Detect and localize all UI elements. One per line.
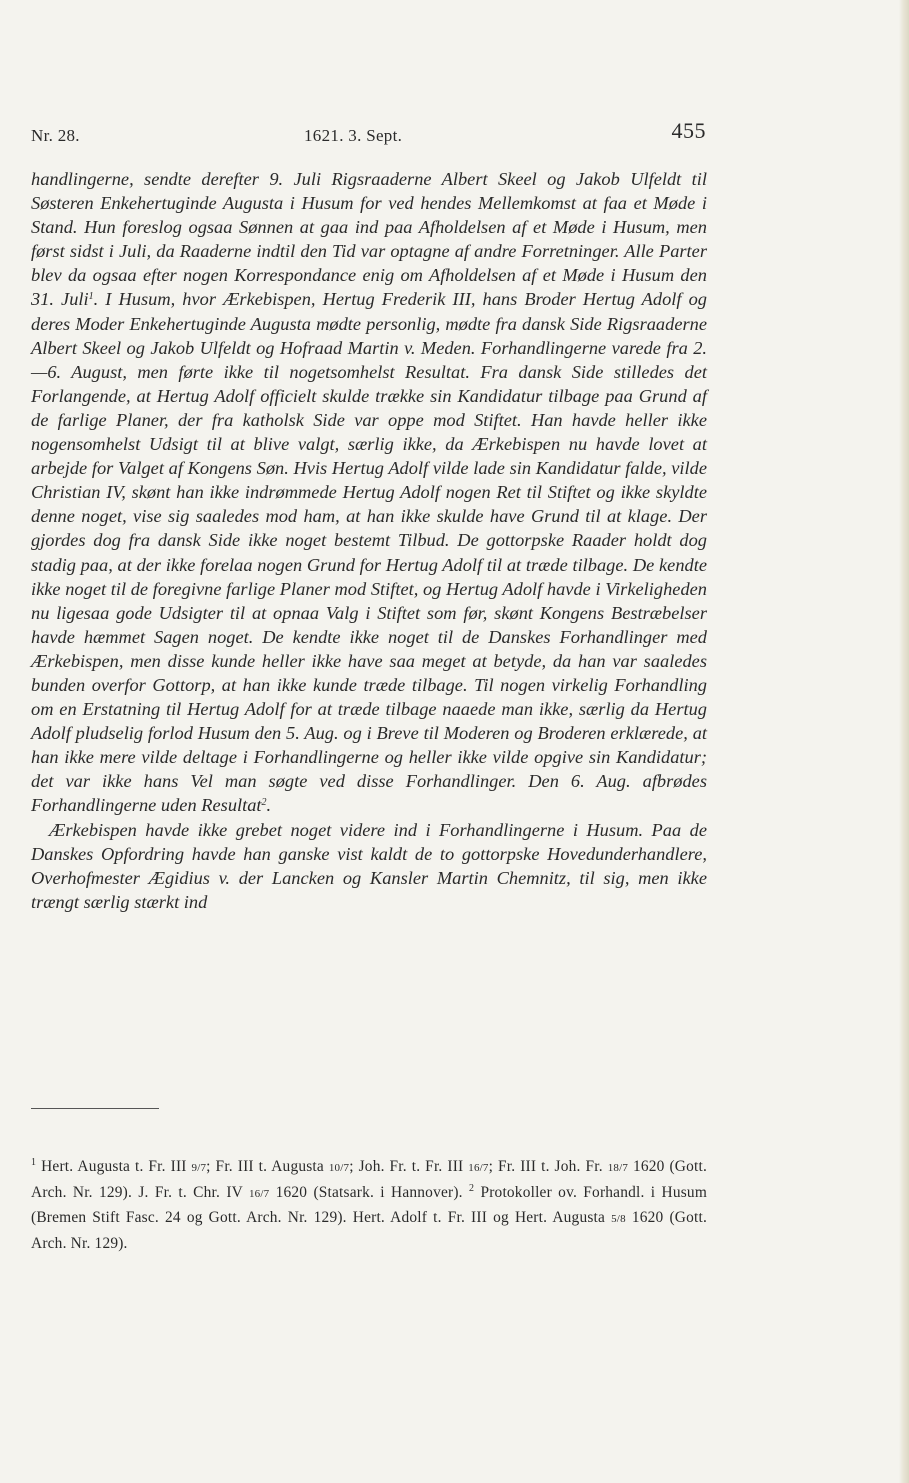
footnote-text: 1620 (Statsark. i Hannover). — [269, 1183, 469, 1201]
footnote-ref-2: 2 — [261, 797, 267, 809]
footnote-text: 1620 (Gott. Arch. Nr. 129). — [31, 1209, 707, 1252]
footnote-marker-1: 1 — [31, 1157, 37, 1168]
footnote-text: Protokoller ov. Forhandl. i Husum (Bremen Stift Fasc. 24 og Gott. Arch. Nr. 129). Hert. Adolf t. Fr. III og Hert. Augusta — [31, 1183, 707, 1227]
footnote-divider — [31, 1108, 159, 1109]
footnote-date: 18/7 — [607, 1162, 629, 1174]
footnote-date: 5/8 — [611, 1213, 626, 1226]
paragraph-2: Ærkebispen havde ikke grebet noget videre ind i Forhandlingerne i Husum. Paa de Danskes Opfordring havde han ganske vist kaldt de to gottorpske Hovedunderhandlere, Overhofmester Ægidius v. der Lancken og Kansler Martin Chemnitz, til sig, men ikke trængt særlig stærkt ind — [31, 819, 707, 912]
footnote-text: 1620 (Gott. Arch. Nr. 129). J. Fr. t. Chr. IV — [31, 1158, 708, 1201]
paragraph-1-part-1: handlingerne, sendte derefter 9. Juli Rigsraaderne Albert Skeel og Jakob Ulfeldt til Søsteren Enkehertuginde Augusta i Husum for ved hendes Mellemkomst at faa et Møde i Stand. Hun foreslog ogsaa Sønnen at gaa ind paa Afholdelsen af et Møde i Husum, men først sidst i Juli, da Raaderne indtil den Tid var optagne af andre Forretninger. Alle Parter blev da ogsaa efter nogen Korrespondance enig om Afholdelsen af et Møde i Husum den 31. Juli — [31, 169, 707, 310]
footnote-date: 16/7 — [248, 1187, 270, 1200]
paragraph-1-part-3: . — [266, 795, 272, 816]
paragraph-1-part-2: . I Husum, hvor Ærkebispen, Hertug Frederik III, hans Broder Hertug Adolf og deres Moder Enkehertuginde Augusta mødte personlig, mødte fra dansk Side Rigsraaderne Albert Skeel og Jakob Ulfeldt og Hofraad Martin v. Meden. Forhandlingerne varede fra 2.—6. August, men førte ikke til nogetsomhelst Resultat. Fra dansk Side stilledes det Forlangende, at Hertug Adolf officielt skulde trække sin Kandidatur tilbage paa Grund af de farlige Planer, der fra katholsk Side var oppe mod Stiftet. Han havde heller ikke nogensomhelst Udsigt til at blive valgt, særlig ikke, da Ærkebispen nu havde lovet at arbejde for Valget af Kongens Søn. Hvis Hertug Adolf vilde lade sin Kandidatur falde, vilde Christian IV, skønt han ikke indrømmede Hertug Adolf nogen Ret til Stiftet og ikke skyldte denne noget, vise sig saaledes mod ham, at han ikke skulde have Grund til at klage. Der gjordes dog fra dansk Side ikke noget bestemt Tilbud. De gottorpske Raader holdt dog stadig paa, at der ikke forelaa nogen Grund for Hertug Adolf til at træde tilbage. De kendte ikke noget til de foregivne farlige Planer mod Stiftet, og Hertug Adolf havde i Virkeligheden nu ligesaa gode Udsigter til at opnaa Valg i Stiftet som før, skønt Kongens Bestræbelser havde hæmmet Sagen noget. De kendte ikke noget til de Danskes Forhandlinger med Ærkebispen, men disse kunde heller ikke have saa meget at betyde, da han var saaledes bunden overfor Gottorp, at han ikke kunde træde tilbage. Til nogen virkelig Forhandling om en Erstatning til Hertug Adolf for at træde tilbage naaede man ikke, særlig da Hertug Adolf pludselig forlod Husum den 5. Aug. og i Breve til Moderen og Broderen erklærede, at han ikke mere vilde deltage i Forhandlingerne og heller ikke vilde opgive sin Kandidatur; det var ikke hans Vel man søgte ved disse Forhandlinger. Den 6. Aug. afbrødes Forhandlingerne uden Resultat — [31, 289, 707, 816]
footnote-date: 10/7 — [328, 1162, 350, 1174]
footnote-text: Hert. Augusta t. Fr. III — [36, 1158, 192, 1175]
footnote-marker-2: 2 — [468, 1182, 475, 1194]
document-number: Nr. 28. — [31, 126, 80, 145]
footnote-date: 9/7 — [191, 1162, 207, 1174]
page-number: 455 — [671, 118, 706, 143]
footnotes — [31, 1155, 707, 1255]
footnote-ref-1: 1 — [88, 291, 94, 303]
footnote-text: ; Fr. III t. Joh. Fr. — [488, 1158, 608, 1175]
page-header — [31, 118, 706, 148]
paragraph-1 — [31, 167, 707, 818]
page-edge-shadow — [899, 0, 909, 1483]
footnote-date: 16/7 — [468, 1162, 489, 1174]
footnote-text: ; Fr. III t. Augusta — [206, 1158, 329, 1175]
main-text — [31, 167, 707, 914]
footnote-text: ; Joh. Fr. t. Fr. III — [349, 1158, 469, 1175]
document-date: 1621. 3. Sept. — [304, 126, 403, 145]
